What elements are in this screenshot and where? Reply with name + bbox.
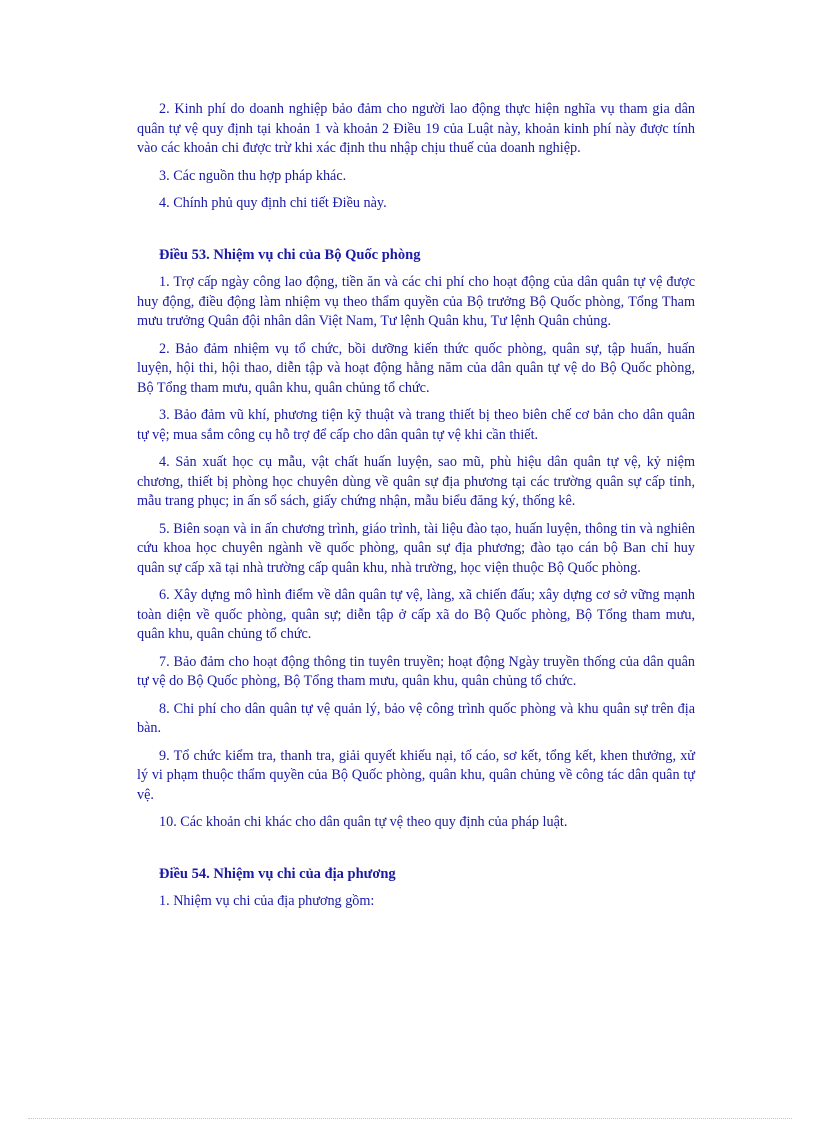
paragraph: 10. Các khoản chi khác cho dân quân tự vệ theo quy định của pháp luật.	[159, 814, 568, 830]
page-bottom-divider	[28, 1118, 792, 1119]
paragraph: 8. Chi phí cho dân quân tự vệ quản lý, bảo vệ công trình quốc phòng và khu quân sự trên địa bàn.	[137, 700, 695, 736]
paragraph: 4. Sản xuất học cụ mẫu, vật chất huấn luyện, sao mũ, phù hiệu dân quân tự vệ, kỷ niệm chương, thiết bị phòng học chuyên dùng về quân sự địa phương tại các trường quân sự cấp tỉnh, mẫu trang phục; in ấn sổ sách, giấy chứng nhận, mẫu biểu đăng ký, thống kê.	[137, 454, 695, 509]
article-53-title: Điều 53. Nhiệm vụ chi của Bộ Quốc phòng	[159, 246, 421, 263]
paragraph: 2. Kinh phí do doanh nghiệp bảo đảm cho người lao động thực hiện nghĩa vụ tham gia dân quân tự vệ quy định tại khoản 1 và khoản 2 Điều 19 của Luật này, khoản kinh phí này được tính vào các khoản chi được trừ khi xác định thu nhập chịu thuế của doanh nghiệp.	[137, 101, 695, 156]
spacer	[137, 222, 695, 246]
paragraph: 3. Các nguồn thu hợp pháp khác.	[159, 167, 347, 184]
article-54-title: Điều 54. Nhiệm vụ chi của địa phương	[159, 865, 396, 882]
paragraph: 5. Biên soạn và in ấn chương trình, giáo trình, tài liệu đào tạo, huấn luyện, thông tin và nghiên cứu khoa học chuyên ngành về quốc phòng, quân sự địa phương; đào tạo cán bộ Ban chỉ huy quân sự cấp xã tại nhà trường cấp quân khu, nhà trường, học viện thuộc Bộ Quốc phòng.	[137, 520, 695, 576]
paragraph: 3. Bảo đảm vũ khí, phương tiện kỹ thuật và trang thiết bị theo biên chế cơ bản cho dân quân tự vệ; mua sắm công cụ hỗ trợ để cấp cho dân quân tự vệ khi cần thiết.	[137, 407, 695, 443]
paragraph: 6. Xây dựng mô hình điểm về dân quân tự vệ, làng, xã chiến đấu; xây dựng cơ sở vững mạnh toàn diện về quốc phòng, quân sự; diễn tập ở cấp xã do Bộ Quốc phòng, Bộ Tổng tham mưu, quân khu, quân chủng tổ chức.	[137, 587, 695, 642]
paragraph: 2. Bảo đảm nhiệm vụ tổ chức, bồi dưỡng kiến thức quốc phòng, quân sự, tập huấn, huấn luyện, hội thi, hội thao, diễn tập và hoạt động hằng năm của dân quân tự vệ do Bộ Quốc phòng, Bộ Tổng tham mưu, quân khu, quân chủng tổ chức.	[137, 340, 695, 396]
paragraph: 1. Nhiệm vụ chi của địa phương gồm:	[159, 893, 375, 909]
paragraph: 9. Tổ chức kiểm tra, thanh tra, giải quyết khiếu nại, tố cáo, sơ kết, tổng kết, khen thưởng, xử lý vi phạm thuộc thẩm quyền của Bộ Quốc phòng, quân khu, quân chủng về công tác dân quân tự vệ.	[137, 747, 695, 803]
paragraph: 1. Trợ cấp ngày công lao động, tiền ăn và các chi phí cho hoạt động của dân quân tự vệ được huy động, điều động làm nhiệm vụ theo thẩm quyền của Bộ trưởng Bộ Quốc phòng, Tổng Tham mưu trưởng Quân đội nhân dân Việt Nam, Tư lệnh Quân khu, Tư lệnh Quân chủng.	[137, 274, 695, 329]
spacer	[137, 841, 695, 865]
paragraph: 4. Chính phủ quy định chi tiết Điều này.	[159, 195, 387, 211]
document-page	[137, 100, 695, 920]
paragraph: 7. Bảo đảm cho hoạt động thông tin tuyên truyền; hoạt động Ngày truyền thống của dân quân tự vệ do Bộ Quốc phòng, Bộ Tổng tham mưu, quân khu, quân chủng tổ chức.	[137, 653, 695, 689]
